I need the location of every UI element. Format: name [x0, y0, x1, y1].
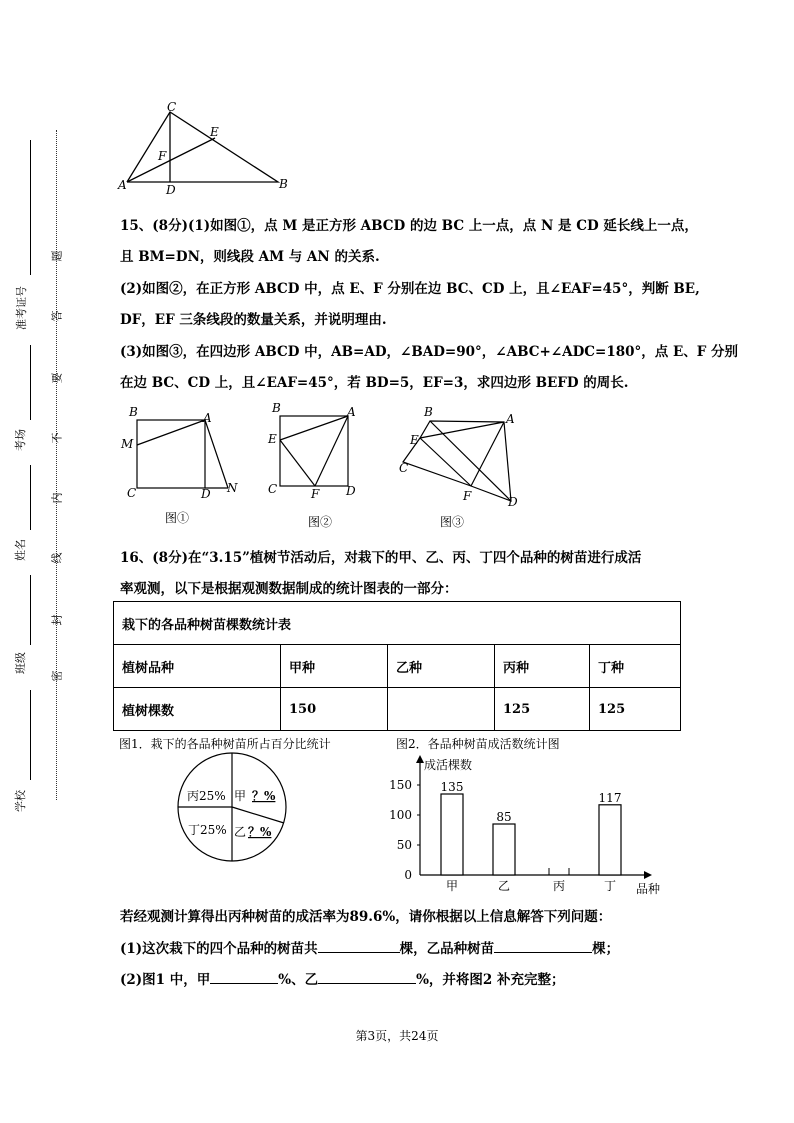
x-category-label: 丙 [552, 879, 566, 893]
seal-char: 要 [50, 372, 64, 384]
table-cell: 植树品种 [114, 645, 281, 688]
dotted-binding-line [56, 130, 57, 800]
class-line [30, 575, 31, 645]
room-line [30, 345, 31, 420]
point-label: A [118, 178, 127, 192]
svg-text:B: B [424, 405, 433, 419]
exam-no-line [30, 140, 31, 275]
fig2-caption: 图② [308, 515, 333, 529]
answer1-text-a: (1)这次栽下的四个品种的树苗共 [120, 941, 318, 957]
point-label: E [210, 125, 219, 139]
q16-answer2 [120, 968, 565, 988]
room-label: 考场 [14, 429, 27, 451]
svg-text:A: A [347, 405, 356, 419]
answer-blank[interactable] [318, 983, 416, 984]
pie-label-jia-q: ？% [252, 789, 276, 803]
x-category-label: 乙 [497, 879, 511, 893]
table-cell: 丙种 [495, 645, 590, 688]
q15-line4: DF，EF 三条线段的数量关系，并说明理由. [120, 312, 387, 328]
table-cell: 甲种 [281, 645, 388, 688]
bar-value-label: 135 [440, 780, 464, 794]
stat-table [113, 601, 681, 731]
bar [599, 805, 621, 875]
svg-text:F: F [463, 489, 472, 503]
q15-line3: (2)如图②，在正方形 ABCD 中，点 E、F 分别在边 BC、CD 上，且∠EAF=45°，判断 BE, [120, 281, 700, 297]
svg-text:C: C [268, 482, 278, 496]
q15-line5: (3)如图③，在四边形 ABCD 中，AB=AD，∠BAD=90°，∠ABC+∠ADC=180°，点 E、F 分别 [120, 344, 739, 360]
svg-text:E: E [410, 433, 419, 447]
svg-text:N: N [227, 481, 238, 495]
point-label: B [279, 177, 288, 191]
q15-line6: 在边 BC、CD 上，且∠EAF=45°，若 BD=5，EF=3，求四边形 BEFD 的周长. [120, 375, 629, 391]
exam-no-label: 准考证号 [15, 286, 28, 330]
y-tick-label: 50 [396, 838, 412, 852]
table-title-row [114, 602, 681, 645]
answer2-text-c: %，并将图2 补充完整； [416, 972, 565, 988]
svg-text:F: F [311, 487, 320, 501]
x-axis-label: 品种 [636, 882, 661, 895]
seal-char: 线 [50, 552, 64, 564]
svg-text:B: B [129, 405, 138, 419]
point-label: F [158, 149, 167, 163]
bar-value-label: 117 [598, 790, 622, 805]
svg-text:D: D [346, 484, 356, 498]
svg-text:A: A [506, 412, 515, 426]
answer2-text-b: %、乙 [278, 972, 319, 988]
svg-text:A: A [203, 411, 212, 425]
table-cell: 125 [590, 688, 681, 731]
answer1-text-b: 棵，乙品种树苗 [399, 941, 495, 957]
answer2-text-a: (2)图1 中，甲 [120, 972, 211, 988]
seal-char: 题 [50, 250, 64, 262]
svg-text:M: M [121, 437, 134, 451]
name-label: 姓名 [14, 539, 27, 561]
answer-blank[interactable] [210, 983, 278, 984]
y-tick-label: 150 [389, 778, 412, 792]
answer-blank[interactable] [318, 952, 400, 953]
q16-line3: 若经观测计算得出丙种树苗的成活率为89.6%，请你根据以上信息解答下列问题： [120, 909, 612, 925]
pie-label-yi-q: ？% [248, 825, 272, 839]
answer-blank[interactable] [494, 952, 592, 953]
seal-char: 密 [50, 670, 64, 682]
q15-line2: 且 BM=DN，则线段 AM 与 AN 的关系. [120, 249, 380, 265]
triangle-figure [115, 100, 295, 195]
pie-label-ding: 丁25% [188, 823, 227, 837]
table-cell: 乙种 [388, 645, 495, 688]
fig1-title: 图1．栽下的各品种树苗所占百分比统计 [119, 737, 331, 751]
y-tick-label: 100 [389, 808, 412, 822]
class-label: 班级 [14, 652, 27, 674]
bar-chart [380, 755, 680, 895]
table-cell: 植树棵数 [114, 688, 281, 731]
svg-text:D: D [201, 487, 211, 501]
pie-label-jia: 甲 [234, 789, 247, 803]
y-axis-label: 成活棵数 [424, 758, 473, 772]
page-footer: 第3页，共24页 [355, 1029, 439, 1043]
seal-char: 不 [50, 432, 64, 444]
x-category-label: 甲 [445, 879, 459, 893]
table-title: 栽下的各品种树苗棵数统计表 [114, 602, 681, 645]
bar [441, 794, 463, 875]
geometry-figures [110, 398, 550, 538]
seal-char: 答 [50, 310, 64, 322]
table-cell: 丁种 [590, 645, 681, 688]
school-label: 学校 [14, 790, 27, 812]
svg-text:E: E [268, 432, 277, 446]
table-row [114, 688, 681, 731]
pie-label-bing: 丙25% [187, 789, 226, 803]
pie-chart [170, 750, 300, 870]
q16-answer1 [120, 937, 619, 957]
seal-char: 封 [50, 614, 64, 626]
svg-text:C: C [127, 486, 137, 500]
pie-label-yi: 乙 [234, 825, 247, 839]
point-label: C [167, 100, 177, 114]
table-cell [388, 688, 495, 731]
fig2-title: 图2．各品种树苗成活数统计图 [396, 737, 560, 751]
q15-line1: 15、(8分)(1)如图①，点 M 是正方形 ABCD 的边 BC 上一点，点 N 是 CD 延长线上一点， [120, 218, 698, 234]
fig3-caption: 图③ [440, 515, 465, 529]
svg-text:D: D [508, 495, 518, 509]
fig1-caption: 图① [165, 511, 190, 525]
svg-text:C: C [399, 461, 409, 475]
name-line [30, 465, 31, 530]
table-header-row [114, 645, 681, 688]
y-tick-label: 0 [404, 868, 412, 882]
answer1-text-c: 棵； [592, 941, 620, 957]
svg-text:B: B [272, 401, 281, 415]
table-cell: 125 [495, 688, 590, 731]
x-category-label: 丁 [603, 879, 617, 893]
q16-line1: 16、(8分)在“3.15”植树节活动后，对栽下的甲、乙、丙、丁四个品种的树苗进行成活 [120, 550, 642, 566]
bar-value-label: 85 [496, 810, 512, 824]
seal-char: 内 [50, 492, 64, 504]
q16-line2: 率观测，以下是根据观测数据制成的统计图表的一部分： [120, 581, 458, 597]
school-line [30, 690, 31, 780]
bar [493, 824, 515, 875]
point-label: D [166, 183, 176, 195]
table-cell: 150 [281, 688, 388, 731]
